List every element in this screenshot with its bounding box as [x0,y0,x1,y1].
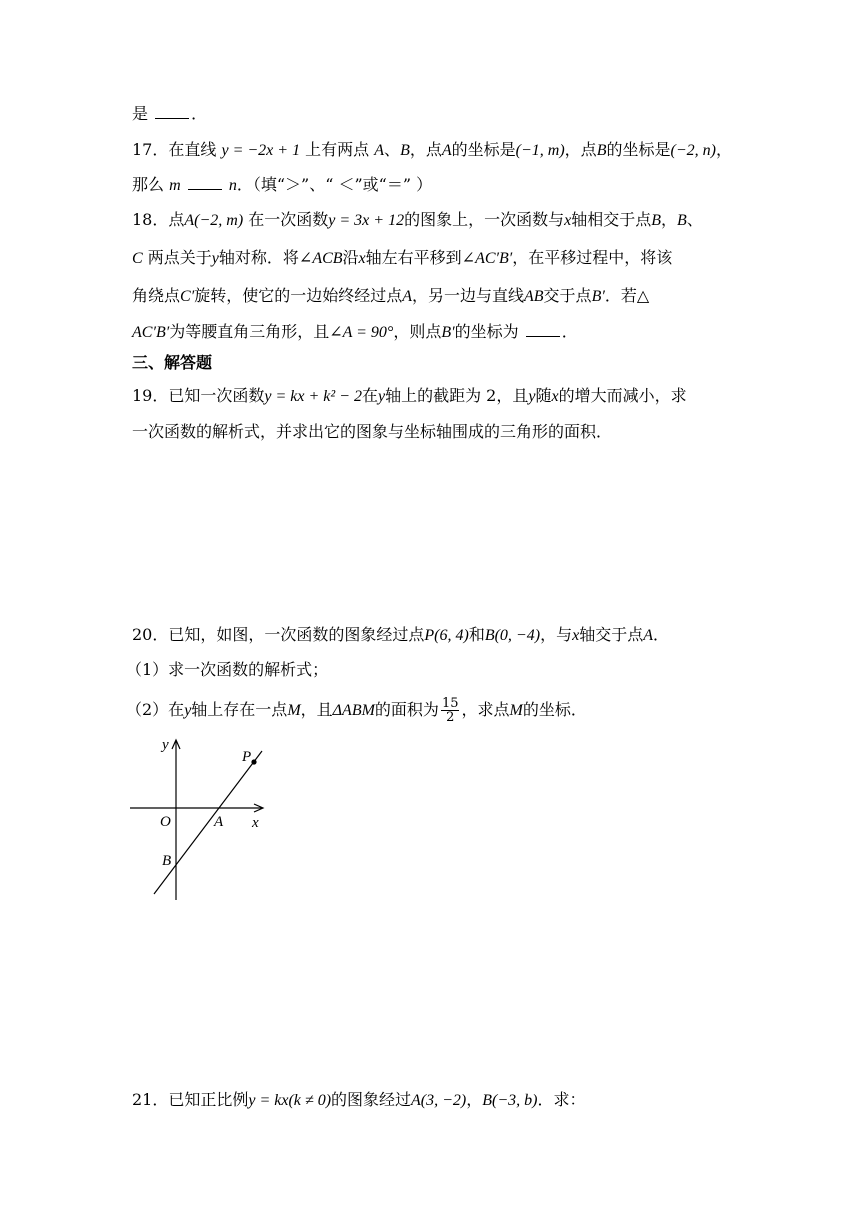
q20-part1: （1）求一次函数的解析式； [126,660,329,679]
q18-line3: 角绕点C′旋转，使它的一边始终经过点A，另一边与直线AB交于点B′．若△ [132,286,650,305]
q17-line2: 那么 m n．（填“＞”、“ ＜”或“＝” ） [132,175,433,194]
label-o: O [160,814,171,830]
label-x: x [252,815,259,831]
label-b: B [162,853,172,869]
label-y: y [162,737,169,753]
q17-line1: 17．在直线 y = −2x + 1 上有两点 A、B，点A的坐标是(−1, m)，点B的坐标是(−2, n)， [132,140,732,159]
point-p-dot [251,759,256,764]
q19-line1: 19．已知一次函数y = kx + k² − 2在y轴上的截距为 2，且y随x的增大而减小，求 [132,386,687,405]
q20-part2: （2）在y轴上存在一点M，且ΔABM的面积为 $\frac{15}{2}$ ，求点M的坐标． [126,696,587,725]
q21-line1: 21．已知正比例y = kx(k ≠ 0)的图象经过A(3, −2)，B(−3, b)．求： [132,1090,586,1109]
fraction-15-over-2: $\frac{15}{2}$ [441,696,459,725]
q18-line1: 18．点A(−2, m) 在一次函数y = 3x + 12的图象上，一次函数与x轴相交于点B，B、 [132,210,703,229]
q16-answer-blank[interactable] [155,104,189,119]
q19-line2: 一次函数的解析式，并求出它的图象与坐标轴围成的三角形的面积． [132,422,613,441]
label-a: A [214,814,224,830]
q18-line4: AC′B′为等腰直角三角形，且∠A = 90°，则点B′的坐标为 ． [132,322,578,341]
q18-answer-blank[interactable] [526,322,560,337]
q18-line2: C 两点关于y轴对称．将∠ACB沿x轴左右平移到∠AC′B′，在平移过程中，将该 [132,248,673,267]
q20-figure [124,735,270,903]
section-heading-3: 三、解答题 [132,353,213,372]
q16-tail-text: 是 [132,104,149,123]
q16-tail: 是 ． [132,104,208,123]
q17-answer-blank[interactable] [188,175,222,190]
label-p: P [242,749,252,765]
q20-line1: 20．已知，如图，一次函数的图象经过点P(6, 4)和B(0, −4)，与x轴交于点A． [132,625,669,644]
